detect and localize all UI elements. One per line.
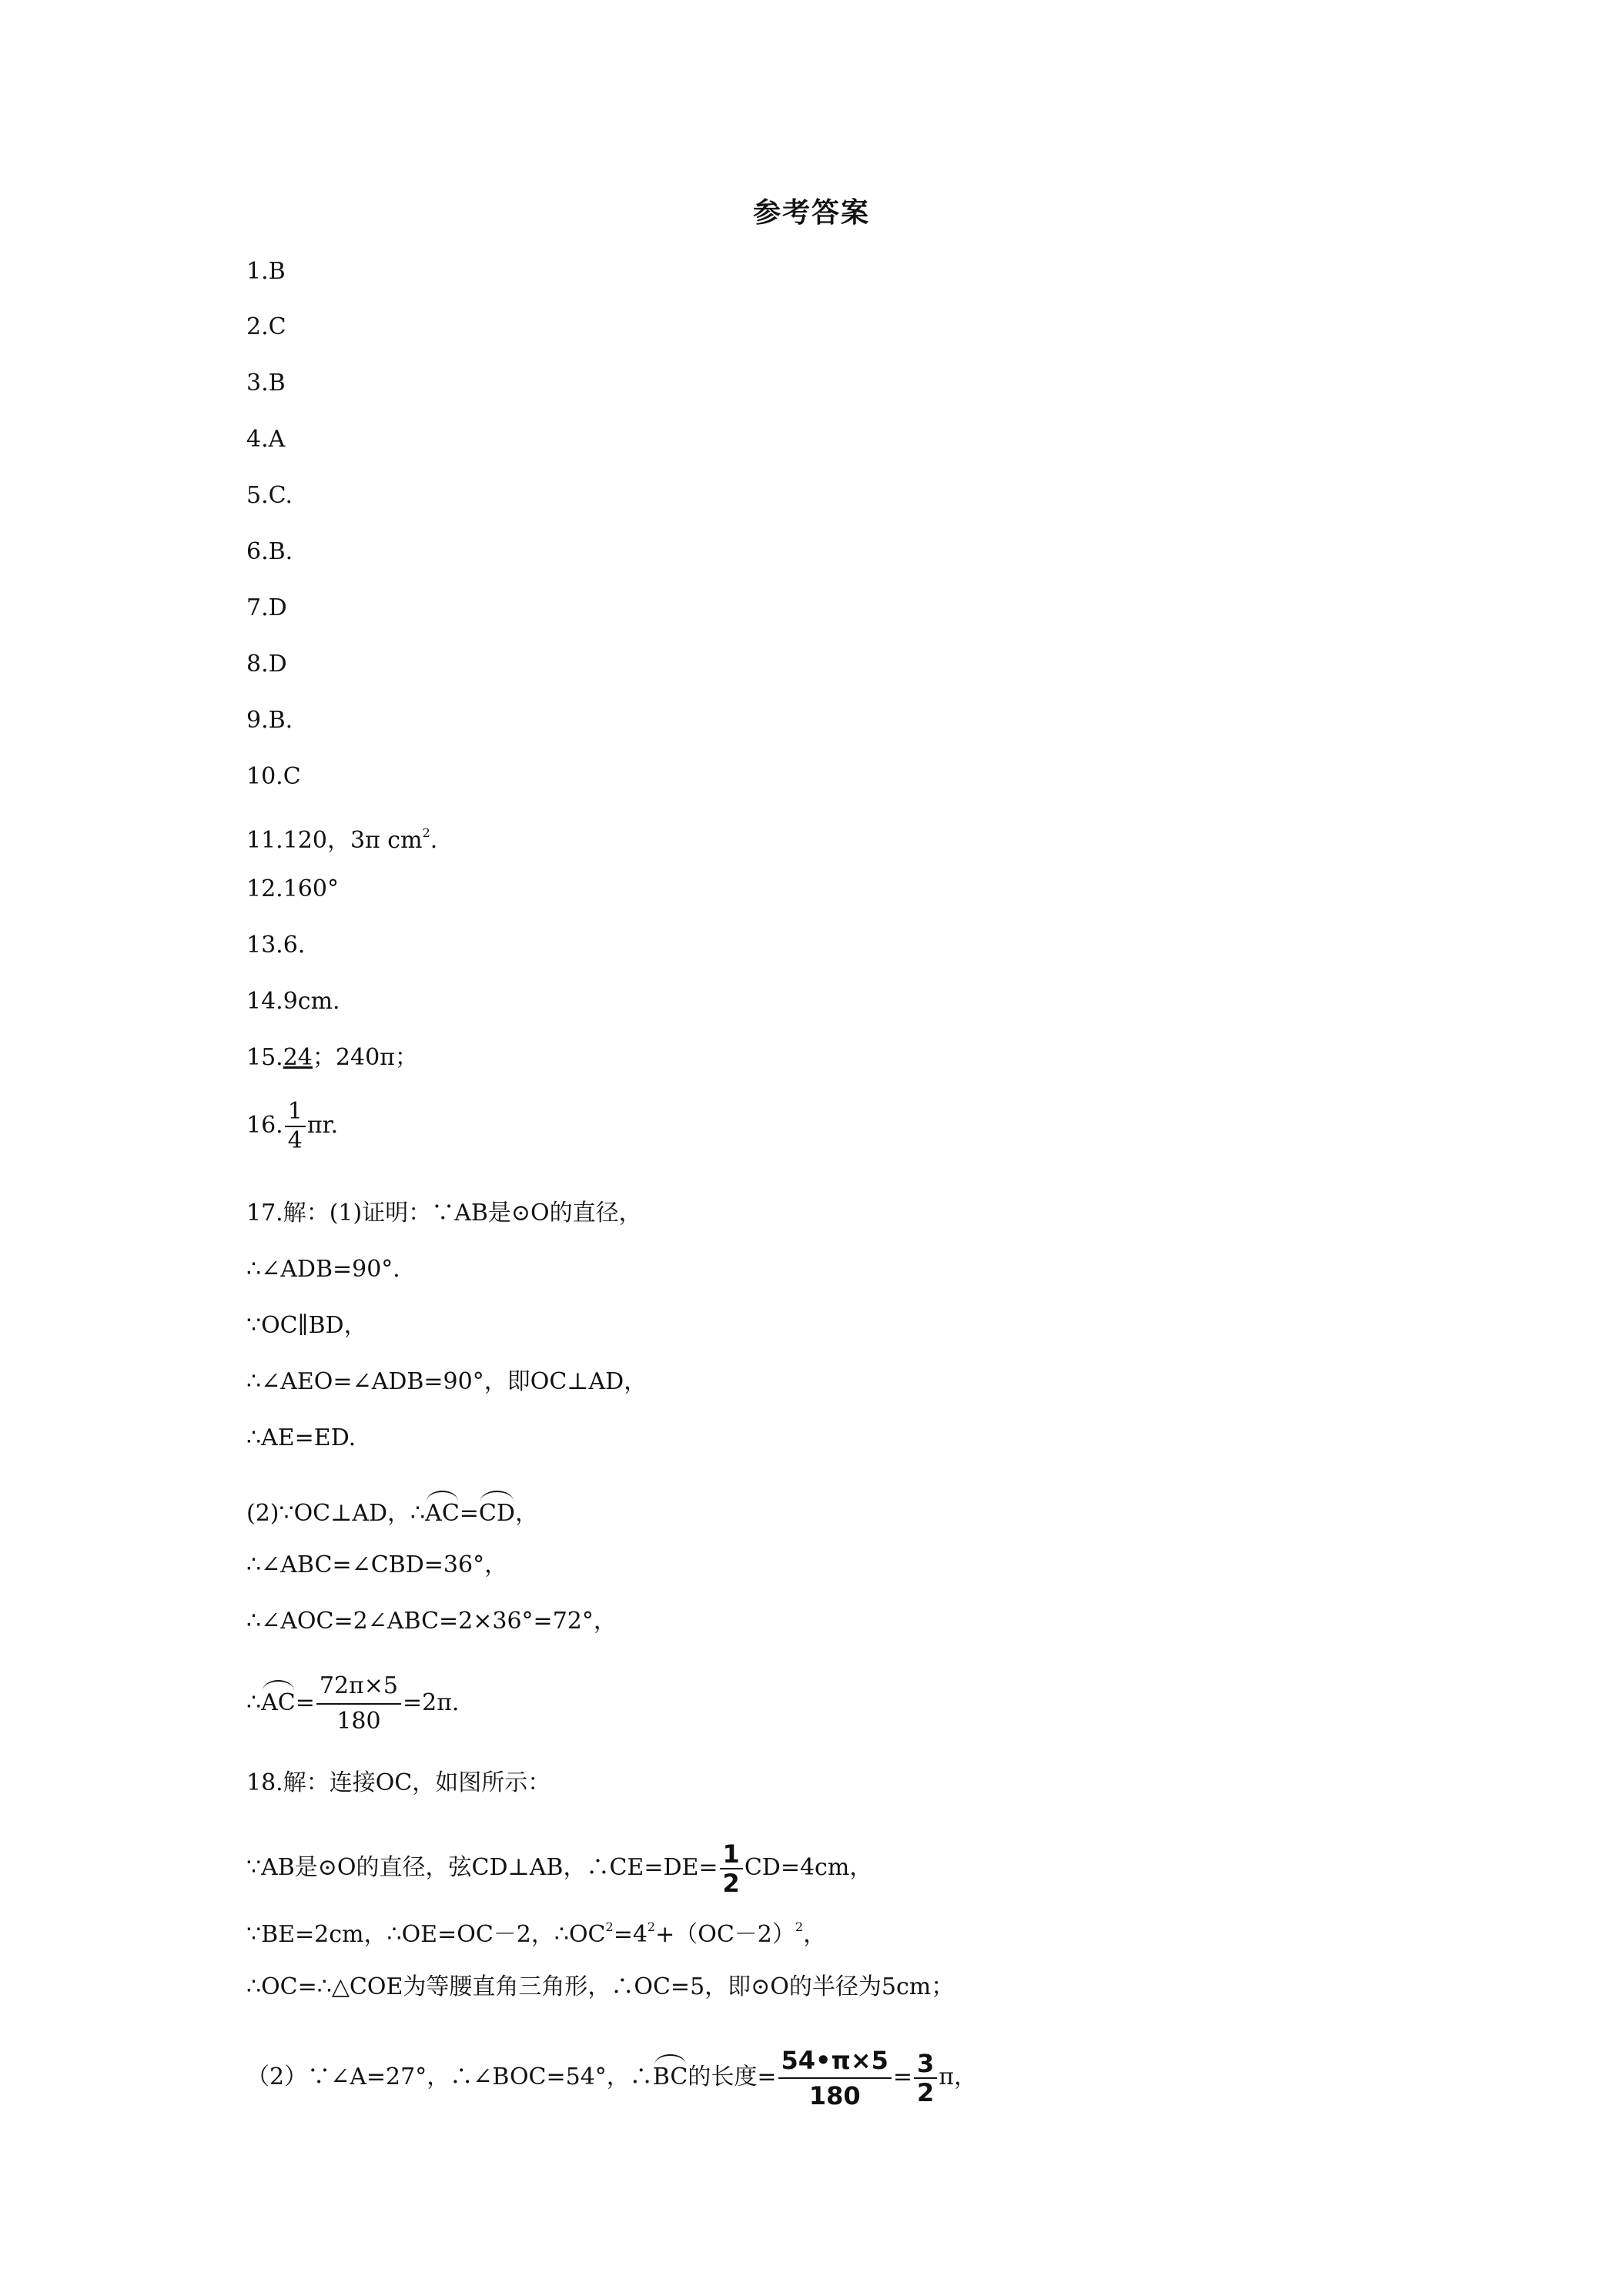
line-end: ， — [514, 1500, 538, 1527]
half-fraction — [720, 1840, 743, 1897]
solution-17-line-5: ∴AE=ED. — [246, 1424, 356, 1451]
fraction-numerator: 54•π×5 — [778, 2043, 892, 2079]
solution-18-line-4: ∴OC=∴△COE为等腰直角三角形，∴OC=5，即⊙O的半径为5cm； — [246, 1973, 955, 2000]
answer-8: 8.D — [246, 651, 287, 678]
answer-16-rest: πr. — [306, 1112, 339, 1139]
answer-7: 7.D — [246, 594, 287, 621]
answer-6: 6.B. — [246, 538, 293, 565]
answer-16-number: 16. — [246, 1112, 283, 1139]
answer-1: 1.B — [246, 258, 286, 285]
solution-17-line-4: ∴∠AEO=∠ADB=90°，即OC⊥AD， — [246, 1368, 648, 1395]
fraction-numerator: 1 — [285, 1098, 306, 1127]
exponent: 2 — [647, 1919, 656, 1934]
answer-3: 3.B — [246, 370, 286, 397]
answer-14: 14.9cm. — [246, 988, 340, 1015]
equals-sign: = — [892, 2063, 913, 2090]
solution-17-line-6 — [246, 1494, 538, 1529]
answer-9: 9.B. — [246, 707, 293, 734]
line-text: +（OC－2） — [655, 1921, 795, 1948]
arc-cd: CD — [479, 1494, 515, 1529]
line-text: 的长度= — [688, 2063, 777, 2090]
line-text: (2)∵OC⊥AD，∴ — [246, 1500, 426, 1527]
page-title: 参考答案 — [752, 197, 870, 229]
arc-ac: AC — [425, 1494, 460, 1529]
result-fraction — [914, 2050, 937, 2107]
line-text: =4 — [613, 1921, 648, 1948]
equals-sign: = — [295, 1689, 315, 1716]
answer-16-fraction — [285, 1098, 306, 1155]
solution-17-line-7: ∴∠ABC=∠CBD=36°， — [246, 1551, 508, 1578]
exponent: 2 — [605, 1919, 614, 1934]
solution-18-line-3 — [246, 1912, 826, 1950]
arc-bc: BC — [653, 2057, 688, 2093]
line-text: （2）∵∠A=27°，∴∠BOC=54°，∴ — [246, 2063, 653, 2090]
answer-15 — [246, 1043, 418, 1073]
therefore-sign: ∴ — [246, 1689, 262, 1716]
solution-17-line-9 — [246, 1669, 459, 1739]
arc-length-fraction — [778, 2043, 892, 2113]
fraction-denominator: 2 — [917, 2078, 935, 2107]
answer-11-end: . — [430, 827, 438, 854]
arc-ac: AC — [261, 1683, 296, 1719]
answer-11 — [246, 818, 437, 856]
answer-15-rest: ；240π； — [312, 1044, 418, 1071]
exponent: 2 — [795, 1919, 804, 1934]
solution-17-line-8: ∴∠AOC=2∠ABC=2×36°=72°， — [246, 1608, 617, 1635]
answer-12: 12.160° — [246, 875, 339, 902]
line-end: π， — [939, 2063, 978, 2090]
fraction-numerator: 72π×5 — [316, 1669, 401, 1705]
answer-15-number: 15. — [246, 1044, 283, 1071]
line-text: ∵AB是⊙O的直径，弦CD⊥AB，∴CE=DE= — [246, 1854, 718, 1881]
line-end: =2π. — [402, 1689, 460, 1716]
answer-11-exponent: 2 — [422, 825, 430, 840]
solution-18-line-5 — [246, 2043, 977, 2113]
solution-17-line-2: ∴∠ADB=90°． — [246, 1256, 417, 1283]
fraction-denominator: 4 — [287, 1127, 303, 1154]
equals-sign: = — [459, 1500, 479, 1527]
answer-5: 5.C. — [246, 482, 293, 509]
line-end: ， — [803, 1921, 827, 1948]
fraction-numerator: 3 — [914, 2050, 937, 2079]
fraction-denominator: 180 — [808, 2081, 861, 2110]
answer-2: 2.C — [246, 313, 286, 340]
solution-18-line-1: 18.解：连接OC，如图所示： — [246, 1769, 551, 1796]
solution-17-line-3: ∵OC∥BD， — [246, 1312, 367, 1339]
line-text: ∵BE=2cm，∴OE=OC－2，∴OC — [246, 1921, 606, 1948]
line-end: CD=4cm， — [744, 1854, 873, 1881]
solution-18-line-2 — [246, 1840, 872, 1897]
answer-16 — [246, 1098, 338, 1155]
answer-4: 4.A — [246, 426, 286, 453]
answer-10: 10.C — [246, 763, 301, 790]
fraction-numerator: 1 — [720, 1840, 743, 1869]
answer-13: 13.6. — [246, 932, 306, 959]
fraction-denominator: 2 — [722, 1869, 740, 1898]
answer-11-text: 11.120，3π cm — [246, 827, 423, 854]
answer-15-underlined: 24 — [283, 1044, 313, 1071]
arc-length-fraction — [316, 1669, 401, 1739]
solution-17-line-1: 17.解：(1)证明：∵AB是⊙O的直径， — [246, 1200, 642, 1227]
fraction-denominator: 180 — [336, 1708, 381, 1735]
